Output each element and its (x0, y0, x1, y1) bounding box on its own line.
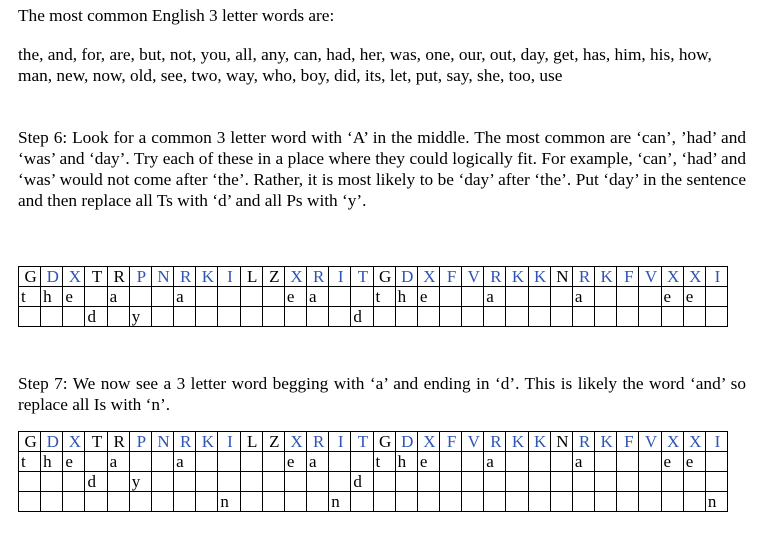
decoded-cell (484, 307, 506, 327)
decoded-cell (439, 492, 461, 512)
decoded-cell: d (85, 307, 107, 327)
decoded-cell (462, 452, 484, 472)
decoded-cell: t (19, 452, 41, 472)
decoded-cell (639, 307, 661, 327)
decoded-cell (196, 452, 218, 472)
decoded-cell (240, 307, 262, 327)
decoded-cell (373, 472, 395, 492)
decoded-cell (262, 472, 284, 492)
decoded-cell (550, 307, 572, 327)
cipher-cell: I (329, 432, 351, 452)
decoded-cell (19, 472, 41, 492)
decoded-cell (174, 472, 196, 492)
cipher-cell: X (417, 267, 439, 287)
decoded-cell: a (484, 287, 506, 307)
decoded-cell (151, 472, 173, 492)
decoded-cell: h (395, 452, 417, 472)
cipher-cell: V (639, 432, 661, 452)
decoded-cell (705, 452, 727, 472)
decoded-cell (63, 307, 85, 327)
cipher-cell: T (85, 432, 107, 452)
decoded-cell: t (19, 287, 41, 307)
decoded-cell: e (63, 287, 85, 307)
cipher-cell: X (63, 432, 85, 452)
decoded-cell: d (85, 472, 107, 492)
decoded-cell (550, 452, 572, 472)
cipher-cell: P (129, 432, 151, 452)
decoded-cell (174, 492, 196, 512)
decoded-cell: e (417, 452, 439, 472)
decoded-cell: a (107, 452, 129, 472)
cipher-cell: D (395, 267, 417, 287)
decoded-cell (484, 492, 506, 512)
decoded-cell: a (107, 287, 129, 307)
decoded-cell (617, 307, 639, 327)
cipher-cell: R (307, 432, 329, 452)
decoded-cell (595, 307, 617, 327)
decoded-cell (373, 492, 395, 512)
decoded-cell (41, 472, 63, 492)
cipher-cell: V (462, 267, 484, 287)
cipher-cell: P (129, 267, 151, 287)
cipher-cell: N (550, 432, 572, 452)
decoded-cell (572, 472, 594, 492)
cipher-cell: X (683, 267, 705, 287)
cipher-cell: F (439, 432, 461, 452)
decoded-cell (262, 452, 284, 472)
step-6-text: Step 6: Look for a common 3 letter word with ‘A’ in the middle. The most common are ‘can’, ’had’ and ‘was’ and ‘day’. Try each of these in a place where they could logically fit. For example, ‘can’, ‘had’ and ‘was’ would not come after ‘the’. Rather, it is most likely to be ‘day’ after ‘the’. Put ‘day’ in the sentence and then replace all Ts with ‘d’ and all Ps with ‘y’. (18, 128, 746, 210)
decoded-cell (307, 307, 329, 327)
cipher-cell: G (373, 432, 395, 452)
cipher-cell: G (373, 267, 395, 287)
decoded-cell (439, 307, 461, 327)
decoded-cell: y (129, 307, 151, 327)
cipher-cell: N (151, 432, 173, 452)
decoded-cell (639, 287, 661, 307)
decoded-cell (439, 472, 461, 492)
decoded-cell (41, 492, 63, 512)
decoded-cell (395, 492, 417, 512)
decoded-cell (595, 472, 617, 492)
decoded-cell (240, 452, 262, 472)
cipher-cell: T (351, 432, 373, 452)
decoded-cell (506, 472, 528, 492)
cipher-cell: R (572, 267, 594, 287)
decoded-cell (85, 492, 107, 512)
decoded-cell (284, 307, 306, 327)
decoded-cell: h (395, 287, 417, 307)
cipher-cell: L (240, 432, 262, 452)
decoded-cell (240, 287, 262, 307)
cipher-cell: R (484, 267, 506, 287)
cipher-cell: K (506, 432, 528, 452)
decoded-cell (506, 492, 528, 512)
decoded-cell (63, 472, 85, 492)
decoded-cell (19, 307, 41, 327)
decoded-cell (196, 492, 218, 512)
decoded-cell: y (129, 472, 151, 492)
cipher-cell: I (329, 267, 351, 287)
decoded-cell (528, 472, 550, 492)
cipher-cell: R (174, 267, 196, 287)
decoded-cell: n (329, 492, 351, 512)
decoded-cell (85, 452, 107, 472)
decoded-cell (439, 287, 461, 307)
decoded-cell: d (351, 307, 373, 327)
decoded-cell (262, 287, 284, 307)
decoded-cell (107, 307, 129, 327)
decoded-cell: e (683, 287, 705, 307)
decoded-cell (174, 307, 196, 327)
decoded-cell (129, 452, 151, 472)
decoded-cell (683, 492, 705, 512)
decoded-cell (329, 452, 351, 472)
decoded-cell (351, 492, 373, 512)
decoded-cell (417, 472, 439, 492)
cipher-cell: K (595, 267, 617, 287)
decoded-cell (151, 287, 173, 307)
decoded-row (19, 307, 728, 327)
decoded-cell (595, 492, 617, 512)
decoded-cell: e (284, 452, 306, 472)
decoded-cell (683, 472, 705, 492)
cipher-cell: V (639, 267, 661, 287)
decoded-cell (262, 492, 284, 512)
decoded-cell: e (683, 452, 705, 472)
decoded-cell (484, 472, 506, 492)
decoded-cell (151, 492, 173, 512)
decoded-cell (550, 492, 572, 512)
cipher-cell: K (196, 432, 218, 452)
decoded-cell: n (705, 492, 727, 512)
decoded-cell (218, 452, 240, 472)
decoded-cell (661, 307, 683, 327)
cipher-grid-step-6 (18, 266, 728, 327)
cipher-cell: I (705, 267, 727, 287)
cipher-cell: F (617, 267, 639, 287)
decoded-cell (196, 307, 218, 327)
decoded-cell: a (307, 452, 329, 472)
decoded-cell (417, 492, 439, 512)
cipher-cell: X (683, 432, 705, 452)
decoded-cell (528, 287, 550, 307)
decoded-cell (395, 472, 417, 492)
cipher-cell: X (661, 267, 683, 287)
decoded-cell (218, 307, 240, 327)
decoded-cell (41, 307, 63, 327)
decoded-cell (218, 472, 240, 492)
decoded-cell (151, 307, 173, 327)
decoded-cell (462, 287, 484, 307)
decoded-cell (572, 492, 594, 512)
cipher-cell: R (107, 432, 129, 452)
decoded-cell (639, 492, 661, 512)
decoded-cell: t (373, 287, 395, 307)
decoded-cell (462, 307, 484, 327)
decoded-cell (63, 492, 85, 512)
decoded-cell (683, 307, 705, 327)
decoded-row (19, 452, 728, 472)
decoded-cell (550, 472, 572, 492)
cipher-cell: T (351, 267, 373, 287)
cipher-cell: N (550, 267, 572, 287)
cipher-cell: X (284, 267, 306, 287)
decoded-cell (617, 472, 639, 492)
decoded-cell (617, 287, 639, 307)
decoded-cell (240, 492, 262, 512)
decoded-cell (506, 452, 528, 472)
cipher-cell: D (395, 432, 417, 452)
page-title: The most common English 3 letter words are: (18, 6, 335, 25)
decoded-row (19, 472, 728, 492)
decoded-cell (705, 307, 727, 327)
decoded-cell (307, 492, 329, 512)
cipher-grid-step-7 (18, 431, 728, 512)
decoded-cell (196, 287, 218, 307)
cipher-row (19, 267, 728, 287)
decoded-cell (661, 492, 683, 512)
cipher-cell: I (218, 432, 240, 452)
decoded-cell (550, 287, 572, 307)
cipher-cell: K (595, 432, 617, 452)
decoded-cell (462, 492, 484, 512)
decoded-cell: e (661, 287, 683, 307)
decoded-cell (107, 492, 129, 512)
decoded-cell: e (417, 287, 439, 307)
decoded-cell: t (373, 452, 395, 472)
cipher-cell: T (85, 267, 107, 287)
cipher-cell: R (484, 432, 506, 452)
decoded-cell (284, 472, 306, 492)
cipher-cell: X (63, 267, 85, 287)
cipher-cell: G (19, 267, 41, 287)
decoded-cell (417, 307, 439, 327)
decoded-cell (639, 452, 661, 472)
decoded-cell: e (661, 452, 683, 472)
decoded-cell: a (572, 287, 594, 307)
decoded-cell (196, 472, 218, 492)
cipher-cell: D (41, 432, 63, 452)
decoded-cell: n (218, 492, 240, 512)
cipher-cell: X (661, 432, 683, 452)
decoded-cell (329, 472, 351, 492)
cipher-cell: I (705, 432, 727, 452)
common-words-list: the, and, for, are, but, not, you, all, any, can, had, her, was, one, our, out, day, get, has, him, his, how, man, new, now, old, see, two, way, who, boy, did, its, let, put, say, she, too, use (18, 45, 712, 85)
cipher-cell: K (528, 267, 550, 287)
decoded-cell (19, 492, 41, 512)
decoded-cell (439, 452, 461, 472)
decoded-cell (506, 287, 528, 307)
cipher-cell: D (41, 267, 63, 287)
decoded-cell (617, 452, 639, 472)
cipher-cell: Z (262, 432, 284, 452)
decoded-cell (151, 452, 173, 472)
cipher-row (19, 432, 728, 452)
decoded-row (19, 492, 728, 512)
decoded-row (19, 287, 728, 307)
decoded-cell (395, 307, 417, 327)
decoded-cell: d (351, 472, 373, 492)
cipher-cell: R (174, 432, 196, 452)
decoded-cell (284, 492, 306, 512)
decoded-cell: a (174, 452, 196, 472)
decoded-cell (595, 452, 617, 472)
decoded-cell (528, 492, 550, 512)
decoded-cell (705, 287, 727, 307)
cipher-cell: V (462, 432, 484, 452)
cipher-cell: N (151, 267, 173, 287)
cipher-cell: K (528, 432, 550, 452)
decoded-cell (528, 452, 550, 472)
decoded-cell (462, 472, 484, 492)
cipher-cell: Z (262, 267, 284, 287)
decoded-cell (705, 472, 727, 492)
decoded-cell (129, 492, 151, 512)
cipher-cell: F (439, 267, 461, 287)
decoded-cell (85, 287, 107, 307)
decoded-cell: h (41, 452, 63, 472)
decoded-cell (107, 472, 129, 492)
decoded-cell (240, 472, 262, 492)
cipher-cell: K (506, 267, 528, 287)
decoded-cell (572, 307, 594, 327)
decoded-cell (351, 452, 373, 472)
cipher-cell: X (417, 432, 439, 452)
decoded-cell (262, 307, 284, 327)
cipher-cell: R (572, 432, 594, 452)
step-7-text: Step 7: We now see a 3 letter word begging with ‘a’ and ending in ‘d’. This is likely the word ‘and’ so replace all Is with ‘n’. (18, 374, 746, 414)
decoded-cell (617, 492, 639, 512)
decoded-cell (329, 307, 351, 327)
decoded-cell (661, 472, 683, 492)
decoded-cell (218, 287, 240, 307)
cipher-cell: G (19, 432, 41, 452)
decoded-cell: a (307, 287, 329, 307)
decoded-cell (639, 472, 661, 492)
decoded-cell (595, 287, 617, 307)
decoded-cell (329, 287, 351, 307)
cipher-cell: I (218, 267, 240, 287)
decoded-cell (506, 307, 528, 327)
decoded-cell: e (284, 287, 306, 307)
decoded-cell: a (572, 452, 594, 472)
decoded-cell (307, 472, 329, 492)
decoded-cell: a (484, 452, 506, 472)
decoded-cell (129, 287, 151, 307)
decoded-cell (351, 287, 373, 307)
decoded-cell (373, 307, 395, 327)
cipher-cell: X (284, 432, 306, 452)
decoded-cell: e (63, 452, 85, 472)
cipher-cell: R (307, 267, 329, 287)
decoded-cell: h (41, 287, 63, 307)
cipher-cell: L (240, 267, 262, 287)
decoded-cell (528, 307, 550, 327)
decoded-cell: a (174, 287, 196, 307)
cipher-cell: F (617, 432, 639, 452)
cipher-cell: R (107, 267, 129, 287)
cipher-cell: K (196, 267, 218, 287)
